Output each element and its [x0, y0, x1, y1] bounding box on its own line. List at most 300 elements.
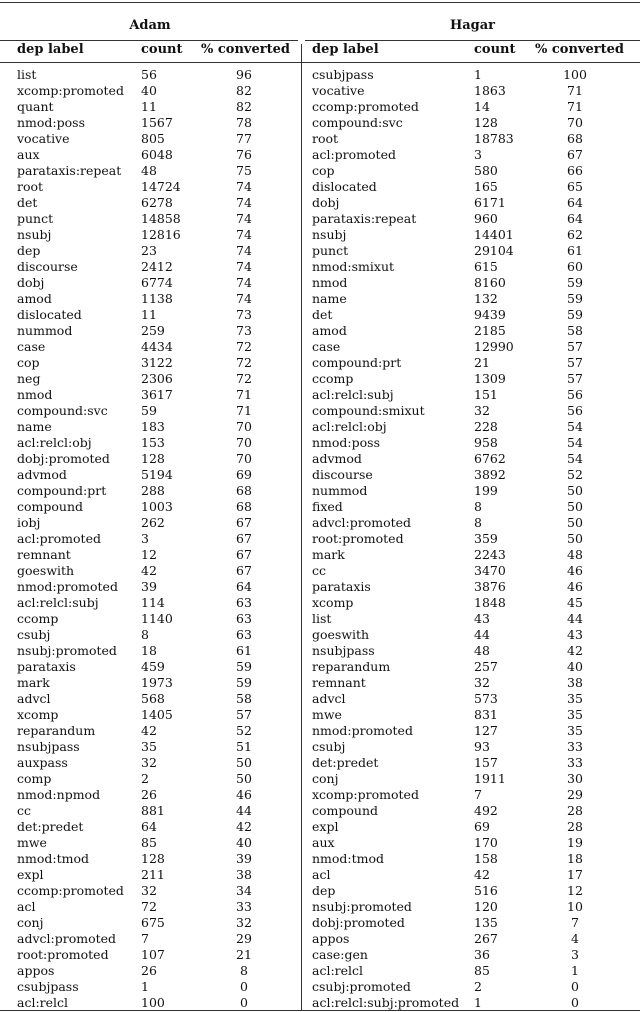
percent-converted-cell: 78: [236, 115, 252, 130]
count-cell: 107: [141, 947, 165, 962]
count-cell: 1140: [141, 611, 173, 626]
percent-converted-cell: 43: [567, 627, 583, 642]
count-cell: 1911: [474, 771, 506, 786]
percent-converted-cell: 28: [567, 819, 583, 834]
percent-converted-cell: 61: [236, 643, 252, 658]
dep-label-cell: dislocated: [312, 179, 377, 194]
count-cell: 7: [141, 931, 149, 946]
dep-label-cell: advmod: [312, 451, 362, 466]
percent-converted-cell: 67: [236, 547, 252, 562]
percent-converted-cell: 48: [567, 547, 583, 562]
dep-label-cell: name: [17, 419, 52, 434]
count-cell: 8: [141, 627, 149, 642]
column-divider: [301, 44, 302, 1010]
count-cell: 151: [474, 387, 498, 402]
count-cell: 2: [474, 979, 482, 994]
dep-label-cell: quant: [17, 99, 54, 114]
dep-label-cell: cop: [312, 163, 335, 178]
dep-label-cell: advmod: [17, 467, 67, 482]
count-cell: 128: [474, 115, 498, 130]
dep-label-cell: auxpass: [17, 755, 68, 770]
dep-label-cell: name: [312, 291, 347, 306]
percent-converted-cell: 64: [567, 211, 583, 226]
percent-converted-cell: 0: [571, 995, 579, 1010]
percent-converted-cell: 38: [567, 675, 583, 690]
count-cell: 153: [141, 435, 165, 450]
dep-label-cell: dep: [17, 243, 41, 258]
percent-converted-cell: 70: [236, 451, 252, 466]
dep-label-cell: amod: [17, 291, 52, 306]
percent-converted-cell: 59: [567, 307, 583, 322]
percent-converted-cell: 50: [567, 499, 583, 514]
percent-converted-cell: 39: [236, 851, 252, 866]
count-cell: 43: [474, 611, 490, 626]
count-cell: 3892: [474, 467, 506, 482]
count-cell: 29104: [474, 243, 514, 258]
percent-converted-cell: 34: [236, 883, 252, 898]
count-cell: 114: [141, 595, 165, 610]
count-cell: 1003: [141, 499, 173, 514]
percent-converted-cell: 68: [236, 499, 252, 514]
count-cell: 516: [474, 883, 498, 898]
percent-converted-cell: 71: [236, 403, 252, 418]
percent-converted-cell: 42: [567, 643, 583, 658]
dep-label-cell: iobj: [17, 515, 41, 530]
percent-converted-cell: 50: [236, 771, 252, 786]
percent-converted-cell: 70: [236, 419, 252, 434]
count-cell: 2243: [474, 547, 506, 562]
count-cell: 8: [474, 515, 482, 530]
count-cell: 128: [141, 851, 165, 866]
percent-converted-cell: 59: [567, 275, 583, 290]
dep-label-cell: appos: [17, 963, 55, 978]
count-cell: 359: [474, 531, 498, 546]
dep-label-cell: det:predet: [17, 819, 84, 834]
header-dep-label-left: dep label: [17, 42, 84, 57]
dep-label-cell: conj: [17, 915, 44, 930]
count-cell: 39: [141, 579, 157, 594]
count-cell: 805: [141, 131, 165, 146]
percent-converted-cell: 56: [567, 387, 583, 402]
dep-label-cell: acl:promoted: [17, 531, 101, 546]
count-cell: 1: [474, 995, 482, 1010]
count-cell: 72: [141, 899, 157, 914]
dep-label-cell: acl:relcl:subj:promoted: [312, 995, 460, 1010]
dep-label-cell: nsubj: [17, 227, 52, 242]
count-cell: 8: [474, 499, 482, 514]
percent-converted-cell: 74: [236, 243, 252, 258]
dep-label-cell: parataxis: [17, 659, 76, 674]
dep-label-cell: aux: [312, 835, 335, 850]
percent-converted-cell: 67: [567, 147, 583, 162]
percent-converted-cell: 54: [567, 435, 583, 450]
dep-label-cell: nmod: [17, 387, 53, 402]
percent-converted-cell: 77: [236, 131, 252, 146]
count-cell: 459: [141, 659, 165, 674]
count-cell: 14724: [141, 179, 181, 194]
count-cell: 48: [141, 163, 157, 178]
percent-converted-cell: 71: [567, 99, 583, 114]
count-cell: 26: [141, 963, 157, 978]
percent-converted-cell: 74: [236, 291, 252, 306]
header-converted-left: % converted: [201, 42, 290, 57]
dep-label-cell: compound: [312, 803, 379, 818]
dep-label-cell: reparandum: [17, 723, 96, 738]
percent-converted-cell: 0: [240, 979, 248, 994]
dep-label-cell: advcl:promoted: [17, 931, 117, 946]
count-cell: 1138: [141, 291, 173, 306]
percent-converted-cell: 50: [567, 483, 583, 498]
count-cell: 85: [474, 963, 490, 978]
dep-label-cell: cc: [312, 563, 327, 578]
count-cell: 56: [141, 67, 157, 82]
count-cell: 2: [141, 771, 149, 786]
count-cell: 158: [474, 851, 498, 866]
dep-label-cell: nummod: [312, 483, 368, 498]
dep-label-cell: parataxis: [312, 579, 371, 594]
count-cell: 288: [141, 483, 165, 498]
percent-converted-cell: 67: [236, 563, 252, 578]
percent-converted-cell: 44: [236, 803, 252, 818]
percent-converted-cell: 62: [567, 227, 583, 242]
dep-label-cell: nmod:tmod: [312, 851, 385, 866]
percent-converted-cell: 71: [236, 387, 252, 402]
percent-converted-cell: 3: [571, 947, 579, 962]
percent-converted-cell: 52: [567, 467, 583, 482]
dep-label-cell: acl:promoted: [312, 147, 396, 162]
percent-converted-cell: 69: [236, 467, 252, 482]
dep-label-cell: nmod:tmod: [17, 851, 90, 866]
dep-label-cell: parataxis:repeat: [312, 211, 417, 226]
count-cell: 1973: [141, 675, 173, 690]
dep-label-cell: case: [312, 339, 341, 354]
percent-converted-cell: 19: [567, 835, 583, 850]
title-rule-left: [0, 40, 298, 41]
dep-label-cell: xcomp:promoted: [312, 787, 419, 802]
count-cell: 59: [141, 403, 157, 418]
count-cell: 6774: [141, 275, 173, 290]
dep-label-cell: expl: [17, 867, 44, 882]
dep-label-cell: compound: [17, 499, 84, 514]
dep-label-cell: ccomp:promoted: [312, 99, 419, 114]
count-cell: 958: [474, 435, 498, 450]
percent-converted-cell: 45: [567, 595, 583, 610]
count-cell: 14401: [474, 227, 514, 242]
count-cell: 2306: [141, 371, 173, 386]
count-cell: 165: [474, 179, 498, 194]
percent-converted-cell: 96: [236, 67, 252, 82]
dep-label-cell: mark: [17, 675, 50, 690]
count-cell: 64: [141, 819, 157, 834]
count-cell: 1: [141, 979, 149, 994]
count-cell: 40: [141, 83, 157, 98]
percent-converted-cell: 57: [567, 355, 583, 370]
count-cell: 21: [474, 355, 490, 370]
count-cell: 4434: [141, 339, 173, 354]
count-cell: 32: [141, 755, 157, 770]
dep-label-cell: acl:relcl:obj: [312, 419, 387, 434]
count-cell: 7: [474, 787, 482, 802]
count-cell: 11: [141, 99, 157, 114]
percent-converted-cell: 73: [236, 307, 252, 322]
percent-converted-cell: 75: [236, 163, 252, 178]
count-cell: 157: [474, 755, 498, 770]
dep-label-cell: nmod:smixut: [312, 259, 395, 274]
header-rule: [0, 62, 640, 63]
percent-converted-cell: 30: [567, 771, 583, 786]
count-cell: 675: [141, 915, 165, 930]
percent-converted-cell: 64: [236, 579, 252, 594]
dep-label-cell: advcl: [312, 691, 346, 706]
dep-label-cell: vocative: [312, 83, 365, 98]
count-cell: 42: [141, 563, 157, 578]
count-cell: 881: [141, 803, 165, 818]
dep-label-cell: amod: [312, 323, 347, 338]
percent-converted-cell: 57: [236, 707, 252, 722]
table-title-adam: Adam: [129, 18, 171, 33]
percent-converted-cell: 56: [567, 403, 583, 418]
dep-label-cell: compound:prt: [17, 483, 107, 498]
percent-converted-cell: 46: [567, 563, 583, 578]
count-cell: 1848: [474, 595, 506, 610]
count-cell: 3122: [141, 355, 173, 370]
count-cell: 36: [474, 947, 490, 962]
count-cell: 1309: [474, 371, 506, 386]
count-cell: 26: [141, 787, 157, 802]
count-cell: 211: [141, 867, 165, 882]
dep-label-cell: nmod:npmod: [17, 787, 101, 802]
percent-converted-cell: 57: [567, 339, 583, 354]
count-cell: 6278: [141, 195, 173, 210]
dep-label-cell: csubj: [17, 627, 51, 642]
dep-label-cell: aux: [17, 147, 40, 162]
count-cell: 42: [474, 867, 490, 882]
dep-label-cell: xcomp: [17, 707, 59, 722]
top-rule: [0, 2, 640, 3]
count-cell: 183: [141, 419, 165, 434]
percent-converted-cell: 33: [567, 755, 583, 770]
dep-label-cell: dobj: [17, 275, 45, 290]
dep-label-cell: mark: [312, 547, 345, 562]
dep-label-cell: nmod:promoted: [312, 723, 413, 738]
count-cell: 2185: [474, 323, 506, 338]
dep-label-cell: acl:relcl:subj: [312, 387, 394, 402]
dep-label-cell: nmod: [312, 275, 348, 290]
count-cell: 12816: [141, 227, 181, 242]
count-cell: 831: [474, 707, 498, 722]
count-cell: 262: [141, 515, 165, 530]
dep-label-cell: dislocated: [17, 307, 82, 322]
percent-converted-cell: 66: [567, 163, 583, 178]
dep-label-cell: punct: [17, 211, 54, 226]
dep-label-cell: discourse: [312, 467, 373, 482]
count-cell: 267: [474, 931, 498, 946]
table-title-hagar: Hagar: [449, 18, 496, 33]
count-cell: 1863: [474, 83, 506, 98]
count-cell: 1: [474, 67, 482, 82]
dep-label-cell: advcl: [17, 691, 51, 706]
percent-converted-cell: 82: [236, 83, 252, 98]
dep-label-cell: case: [17, 339, 46, 354]
count-cell: 127: [474, 723, 498, 738]
count-cell: 257: [474, 659, 498, 674]
dep-label-cell: csubj:promoted: [312, 979, 411, 994]
percent-converted-cell: 8: [240, 963, 248, 978]
percent-converted-cell: 74: [236, 179, 252, 194]
title-rule-right: [305, 40, 640, 41]
count-cell: 199: [474, 483, 498, 498]
dep-label-cell: punct: [312, 243, 349, 258]
dep-label-cell: comp: [17, 771, 52, 786]
percent-converted-cell: 46: [236, 787, 252, 802]
dep-label-cell: det:predet: [312, 755, 379, 770]
count-cell: 42: [141, 723, 157, 738]
percent-converted-cell: 72: [236, 355, 252, 370]
count-cell: 32: [474, 403, 490, 418]
percent-converted-cell: 63: [236, 627, 252, 642]
count-cell: 44: [474, 627, 490, 642]
count-cell: 23: [141, 243, 157, 258]
count-cell: 568: [141, 691, 165, 706]
count-cell: 69: [474, 819, 490, 834]
dep-label-cell: goeswith: [312, 627, 370, 642]
percent-converted-cell: 0: [571, 979, 579, 994]
dep-label-cell: acl:relcl:subj: [17, 595, 99, 610]
count-cell: 573: [474, 691, 498, 706]
count-cell: 14858: [141, 211, 181, 226]
dep-label-cell: nsubjpass: [312, 643, 375, 658]
dep-label-cell: compound:svc: [312, 115, 403, 130]
percent-converted-cell: 32: [236, 915, 252, 930]
dep-label-cell: dobj:promoted: [312, 915, 405, 930]
dep-label-cell: fixed: [312, 499, 343, 514]
percent-converted-cell: 46: [567, 579, 583, 594]
percent-converted-cell: 57: [567, 371, 583, 386]
dep-label-cell: appos: [312, 931, 350, 946]
dep-label-cell: cc: [17, 803, 32, 818]
percent-converted-cell: 74: [236, 259, 252, 274]
percent-converted-cell: 68: [236, 483, 252, 498]
dep-label-cell: dobj: [312, 195, 340, 210]
dep-label-cell: acl:relcl:obj: [17, 435, 92, 450]
percent-converted-cell: 72: [236, 371, 252, 386]
count-cell: 5194: [141, 467, 173, 482]
dep-label-cell: compound:smixut: [312, 403, 425, 418]
dep-label-cell: acl:relcl: [17, 995, 69, 1010]
percent-converted-cell: 28: [567, 803, 583, 818]
dep-label-cell: nsubj: [312, 227, 347, 242]
percent-converted-cell: 50: [236, 755, 252, 770]
percent-converted-cell: 58: [567, 323, 583, 338]
count-cell: 170: [474, 835, 498, 850]
percent-converted-cell: 60: [567, 259, 583, 274]
percent-converted-cell: 68: [567, 131, 583, 146]
percent-converted-cell: 40: [236, 835, 252, 850]
count-cell: 9439: [474, 307, 506, 322]
count-cell: 48: [474, 643, 490, 658]
percent-converted-cell: 54: [567, 419, 583, 434]
dep-label-cell: root: [312, 131, 339, 146]
count-cell: 6762: [474, 451, 506, 466]
dep-label-cell: case:gen: [312, 947, 368, 962]
count-cell: 6048: [141, 147, 173, 162]
dep-label-cell: vocative: [17, 131, 70, 146]
percent-converted-cell: 71: [567, 83, 583, 98]
count-cell: 3617: [141, 387, 173, 402]
dep-label-cell: mwe: [312, 707, 342, 722]
header-converted-right: % converted: [535, 42, 624, 57]
dep-label-cell: ccomp: [17, 611, 59, 626]
percent-converted-cell: 21: [236, 947, 252, 962]
dep-label-cell: nmod:promoted: [17, 579, 118, 594]
count-cell: 18783: [474, 131, 514, 146]
count-cell: 960: [474, 211, 498, 226]
percent-converted-cell: 50: [567, 515, 583, 530]
percent-converted-cell: 64: [567, 195, 583, 210]
percent-converted-cell: 72: [236, 339, 252, 354]
dep-label-cell: ccomp: [312, 371, 354, 386]
percent-converted-cell: 74: [236, 195, 252, 210]
percent-converted-cell: 42: [236, 819, 252, 834]
dep-label-cell: root: [17, 179, 44, 194]
header-count-left: count: [141, 42, 183, 57]
count-cell: 135: [474, 915, 498, 930]
percent-converted-cell: 100: [563, 67, 587, 82]
count-cell: 32: [141, 883, 157, 898]
percent-converted-cell: 35: [567, 691, 583, 706]
dep-label-cell: nsubj:promoted: [312, 899, 412, 914]
dep-label-cell: mwe: [17, 835, 47, 850]
dep-label-cell: acl: [312, 867, 331, 882]
count-cell: 8160: [474, 275, 506, 290]
percent-converted-cell: 0: [240, 995, 248, 1010]
dep-label-cell: list: [17, 67, 37, 82]
dep-label-cell: discourse: [17, 259, 78, 274]
percent-converted-cell: 1: [571, 963, 579, 978]
dep-label-cell: ccomp:promoted: [17, 883, 124, 898]
dep-label-cell: goeswith: [17, 563, 75, 578]
count-cell: 35: [141, 739, 157, 754]
percent-converted-cell: 70: [236, 435, 252, 450]
percent-converted-cell: 76: [236, 147, 252, 162]
dep-label-cell: nsubj:promoted: [17, 643, 117, 658]
percent-converted-cell: 59: [236, 659, 252, 674]
dep-label-cell: csubjpass: [17, 979, 79, 994]
dep-label-cell: compound:prt: [312, 355, 402, 370]
percent-converted-cell: 63: [236, 611, 252, 626]
percent-converted-cell: 59: [236, 675, 252, 690]
count-cell: 580: [474, 163, 498, 178]
dep-label-cell: dobj:promoted: [17, 451, 110, 466]
header-count-right: count: [474, 42, 516, 57]
percent-converted-cell: 33: [236, 899, 252, 914]
percent-converted-cell: 29: [567, 787, 583, 802]
percent-converted-cell: 40: [567, 659, 583, 674]
count-cell: 14: [474, 99, 490, 114]
percent-converted-cell: 18: [567, 851, 583, 866]
dep-label-cell: root:promoted: [17, 947, 109, 962]
percent-converted-cell: 73: [236, 323, 252, 338]
percent-converted-cell: 65: [567, 179, 583, 194]
dep-label-cell: nsubjpass: [17, 739, 80, 754]
percent-converted-cell: 74: [236, 211, 252, 226]
count-cell: 100: [141, 995, 165, 1010]
dep-label-cell: remnant: [312, 675, 366, 690]
count-cell: 85: [141, 835, 157, 850]
count-cell: 3: [474, 147, 482, 162]
count-cell: 3: [141, 531, 149, 546]
count-cell: 11: [141, 307, 157, 322]
